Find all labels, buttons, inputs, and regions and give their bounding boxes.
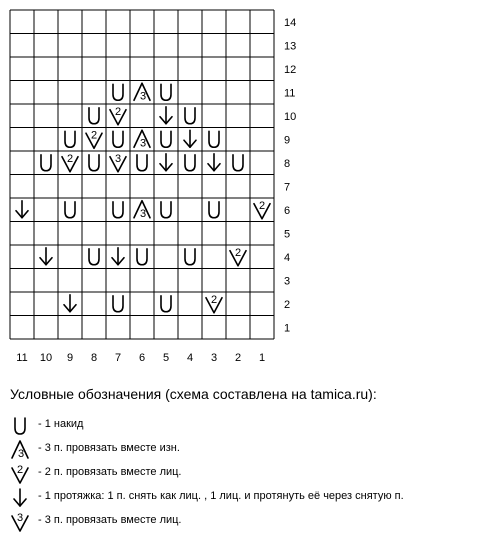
pull-through-icon [112,248,124,265]
row-label: 4 [284,251,291,264]
yarn-over-icon [161,131,171,147]
yarn-over-icon [89,249,99,265]
yarn-over-icon [113,84,123,100]
row-label: 6 [284,204,291,217]
knit-3-together-icon [8,510,32,534]
legend-item-purl-3-together [8,438,478,462]
yarn-over-icon [41,155,51,171]
row-label: 1 [284,322,291,335]
column-label: 7 [114,352,122,364]
svg-text:2: 2 [66,152,74,165]
row-label: 14 [284,16,297,29]
svg-text:2: 2 [234,246,242,259]
row-label: 3 [284,275,291,288]
purl-3-together-icon [134,83,150,102]
chart-grid [10,10,274,339]
knit-2-together-icon [8,462,32,486]
yarn-over-icon [185,108,195,124]
legend-item-pull-through [8,486,478,510]
row-label: 8 [284,157,291,170]
row-label: 2 [284,298,291,311]
yarn-over-icon [89,108,99,124]
svg-text:3: 3 [139,90,147,103]
legend-item-text: - 3 п. провязать вместе лиц. [38,514,182,526]
svg-text:2: 2 [258,199,266,212]
column-label: 10 [39,352,53,364]
purl-3-together-icon [8,438,32,462]
svg-text:3: 3 [139,137,147,150]
svg-text:3: 3 [114,152,122,165]
column-label: 9 [66,352,74,364]
column-label: 1 [258,352,266,364]
legend-item-knit-3-together [8,510,478,534]
knit-2-together-icon [110,106,126,125]
column-label: 3 [210,352,218,364]
yarn-over-icon [137,249,147,265]
svg-text:3: 3 [17,448,25,460]
pull-through-icon [208,154,220,171]
yarn-over-icon [161,296,171,312]
yarn-over-icon [89,155,99,171]
legend-item-text: - 1 протяжка: 1 п. снять как лиц. , 1 лиц. и протянуть её через снятую п. [38,490,404,502]
legend-item-yarn-over [8,414,478,438]
row-labels [284,17,296,335]
svg-text:2: 2 [16,464,24,476]
pull-through-icon [160,107,172,124]
yarn-over-icon [161,84,171,100]
row-label: 7 [284,181,291,194]
svg-text:2: 2 [210,293,218,306]
row-label: 10 [284,110,297,123]
knit-2-together-icon [62,153,78,172]
yarn-over-icon [113,296,123,312]
svg-text:3: 3 [16,512,24,524]
column-label: 2 [234,352,242,364]
yarn-over-icon [113,202,123,218]
knit-2-together-icon [254,200,270,219]
knit-2-together-icon [86,129,102,148]
svg-text:2: 2 [114,105,122,118]
purl-3-together-icon [134,130,150,149]
yarn-over-icon [185,155,195,171]
pull-through-icon [16,201,28,218]
yarn-over-icon [209,202,219,218]
yarn-over-icon [185,249,195,265]
yarn-over-icon [233,155,243,171]
column-label: 8 [90,352,98,364]
column-label: 4 [186,352,194,364]
legend-item-text: - 1 накид [38,418,84,430]
pull-through-icon [184,130,196,147]
yarn-over-icon [161,202,171,218]
yarn-over-icon [65,202,75,218]
legend-item-text: - 2 п. провязать вместе лиц. [38,466,182,478]
purl-3-together-icon [134,201,150,220]
svg-text:3: 3 [139,207,147,220]
pull-through-icon [8,486,32,510]
row-label: 5 [284,228,291,241]
column-label: 11 [16,352,28,364]
legend-item-text: - 3 п. провязать вместе изн. [38,442,180,454]
svg-text:2: 2 [90,129,98,142]
row-label: 9 [284,134,291,147]
column-label: 5 [162,352,170,364]
knit-2-together-icon [230,247,246,266]
row-label: 11 [284,87,296,100]
pull-through-icon [64,295,76,312]
row-label: 13 [284,40,297,53]
yarn-over-icon [137,155,147,171]
knit-3-together-icon [110,153,126,172]
yarn-over-icon [65,131,75,147]
pull-through-icon [160,154,172,171]
row-label: 12 [284,63,297,76]
pull-through-icon [40,248,52,265]
yarn-over-icon [209,131,219,147]
knit-2-together-icon [206,294,222,313]
column-labels [16,352,265,364]
yarn-over-icon [113,131,123,147]
legend-item-knit-2-together [8,462,478,486]
legend-title: Условные обозначения (схема составлена на tamica.ru): [10,386,377,402]
yarn-over-icon [8,414,32,438]
column-label: 6 [138,352,146,364]
